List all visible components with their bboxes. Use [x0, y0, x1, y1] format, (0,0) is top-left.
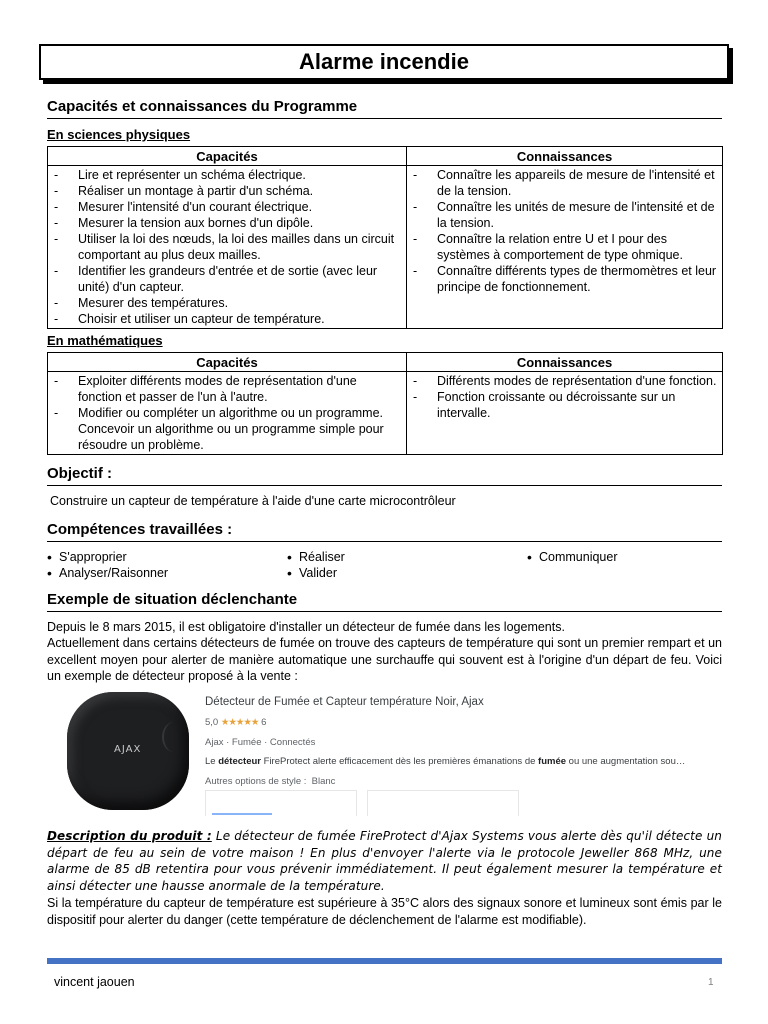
- list-item: - Connaître la relation entre U et I pour des systèmes à comportement de type ohmique.: [411, 231, 718, 263]
- footer-author: vincent jaouen: [54, 975, 135, 989]
- maths-connaissances-cell: [407, 372, 723, 455]
- product-title: Détecteur de Fumée et Capteur température Noir, Ajax: [205, 696, 484, 708]
- list-item: - Exploiter différents modes de représentation d'une fonction et passer de l'un à l'autre.: [52, 373, 402, 405]
- physique-connaissances-cell: [407, 166, 723, 329]
- ajax-logo: AJAX: [114, 744, 142, 755]
- maths-subheading: En mathématiques: [47, 333, 163, 348]
- objectif-text: Construire un capteur de température à l'aide d'une carte microcontrôleur: [50, 494, 456, 508]
- list-item: - Lire et représenter un schéma électrique.: [52, 167, 402, 183]
- physique-subheading: En sciences physiques: [47, 127, 191, 142]
- list-item: - Identifier les grandeurs d'entrée et de sortie (avec leur unité) d'un capteur.: [52, 263, 402, 295]
- competences-col-3: [527, 549, 618, 565]
- list-item: • Analyser/Raisonner: [47, 565, 168, 581]
- product-description-block: [47, 828, 722, 928]
- star-icon: ★★★★★: [220, 717, 259, 728]
- list-item: - Connaître les unités de mesure de l'intensité et de la tension.: [411, 199, 718, 231]
- list-item: - Fonction croissante ou décroissante sur un intervalle.: [411, 389, 718, 421]
- product-description: Le détecteur FireProtect alerte efficacement dès les premières émanations de fumée ou une augmentation sou…: [205, 756, 686, 767]
- product-tags: Ajax · Fumée · Connectés: [205, 737, 316, 748]
- style-value: Blanc: [311, 776, 336, 787]
- footer-bar: [47, 958, 722, 964]
- list-item: - Utiliser la loi des nœuds, la loi des mailles dans un circuit comportant au plus deux mailles.: [52, 231, 402, 263]
- page-number: 1: [708, 977, 714, 988]
- programme-heading: Capacités et connaissances du Programme: [47, 98, 722, 119]
- product-rating: 5,0: [205, 717, 219, 728]
- physique-col-connaissances: Connaissances: [407, 147, 723, 166]
- list-item: • Valider: [287, 565, 345, 581]
- physique-capacites-cell: [48, 166, 407, 329]
- list-item: • S'approprier: [47, 549, 168, 565]
- list-item: - Mesurer l'intensité d'un courant électrique.: [52, 199, 402, 215]
- physique-col-capacites: Capacités: [48, 147, 407, 166]
- page-title: Alarme incendie: [299, 49, 469, 74]
- maths-col-capacites: Capacités: [48, 353, 407, 372]
- list-item: - Connaître les appareils de mesure de l'intensité et de la tension.: [411, 167, 718, 199]
- product-reviews: 6: [261, 717, 267, 728]
- list-item: - Mesurer des températures.: [52, 295, 402, 311]
- temperature-note: Si la température du capteur de température est supérieure à 35°C alors des signaux sonore et lumineux sont émis par le dispositif pour alerter du danger (cette température de déclenchement de l'alarme est modifiable).: [47, 896, 722, 927]
- description-label: Description du produit :: [47, 829, 212, 843]
- maths-col-connaissances: Connaissances: [407, 353, 723, 372]
- list-item: • Communiquer: [527, 549, 618, 565]
- maths-table: [47, 352, 723, 455]
- physique-table: [47, 146, 723, 329]
- list-item: - Connaître différents types de thermomètres et leur principe de fonctionnement.: [411, 263, 718, 295]
- list-item: - Modifier ou compléter un algorithme ou un programme. Concevoir un algorithme ou un programme simple pour résoudre un problème.: [52, 405, 402, 453]
- smoke-detector-image: [67, 692, 189, 810]
- page-title-box: [39, 44, 729, 80]
- list-item: - Réaliser un montage à partir d'un schéma.: [52, 183, 402, 199]
- situation-heading: Exemple de situation déclenchante: [47, 591, 722, 612]
- product-option-card[interactable]: [205, 790, 357, 816]
- product-style-options: [205, 776, 722, 787]
- competences-col-2: [287, 549, 345, 581]
- situation-p1: Depuis le 8 mars 2015, il est obligatoire d'installer un détecteur de fumée dans les logements.: [47, 620, 565, 634]
- list-item: - Choisir et utiliser un capteur de température.: [52, 311, 402, 327]
- product-option-card[interactable]: [367, 790, 519, 816]
- situation-p2: Actuellement dans certains détecteurs de fumée on trouve des capteurs de température qui sont un premier rempart et un excellent moyen pour alerter de manière automatique une surchauffe qui souvent est à l'origine d'un départ de feu. Voici un exemple de détecteur proposé à la vente :: [47, 636, 722, 683]
- competences-heading: Compétences travaillées :: [47, 521, 722, 542]
- product-description-text: Description du produit : Le détecteur de fumée FireProtect d'Ajax Systems vous alerte dès qu'il détecte un départ de feu au sein de votre maison ! En plus d'envoyer l'alerte via le protocole Jeweller 868 MHz, une alarme de 85 dB retentira pour vous prévenir immédiatement. Il peut également mesurer la température et ainsi détecter une hausse anormale de la température.: [47, 829, 722, 893]
- product-rating-line: [205, 717, 722, 728]
- style-label: Autres options de style :: [205, 776, 307, 787]
- list-item: - Mesurer la tension aux bornes d'un dipôle.: [52, 215, 402, 231]
- maths-capacites-cell: [48, 372, 407, 455]
- product-info: [205, 692, 722, 787]
- list-item: • Réaliser: [287, 549, 345, 565]
- objectif-heading: Objectif :: [47, 465, 722, 486]
- list-item: - Différents modes de représentation d'une fonction.: [411, 373, 718, 389]
- product-screenshot: [47, 686, 722, 816]
- competences-col-1: [47, 549, 168, 581]
